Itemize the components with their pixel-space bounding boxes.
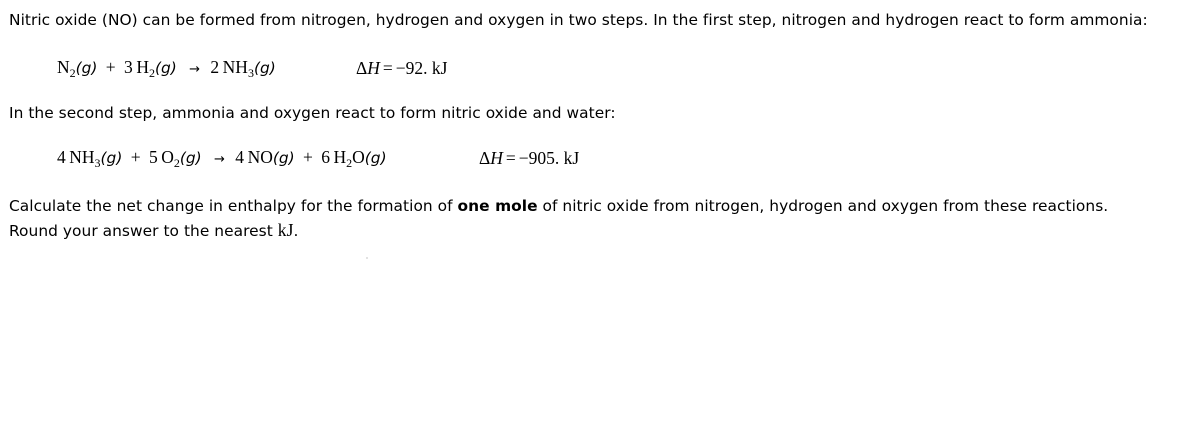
delta-symbol: Δ <box>356 58 368 78</box>
subscript: 2 <box>173 156 180 170</box>
species-label: NH <box>222 57 248 77</box>
enthalpy-variable: H <box>490 148 503 168</box>
phase-label: (g) <box>75 59 98 77</box>
question-end: . <box>293 222 299 240</box>
coefficient: 2 <box>210 57 220 77</box>
question-part-2: of nitric oxide from nitrogen, hydrogen and oxygen from these reactions. <box>537 197 1109 215</box>
phase-label: (g) <box>364 149 387 167</box>
coefficient: 5 <box>148 147 158 167</box>
product-nh3 <box>210 57 276 80</box>
reaction-arrow-icon: → <box>214 152 225 167</box>
phase-label: (g) <box>253 59 276 77</box>
phase-label: (g) <box>154 59 177 77</box>
middle-text: In the second step, ammonia and oxygen react to form nitric oxide and water: <box>9 104 616 122</box>
phase-label: (g) <box>272 149 295 167</box>
product-no <box>235 147 294 167</box>
species-label: N <box>57 57 70 77</box>
plus-sign: + <box>303 147 313 167</box>
question-unit: kJ <box>277 220 294 240</box>
reactant-o2 <box>148 147 202 170</box>
coefficient: 6 <box>321 147 330 167</box>
question-part-3: Round your answer to the nearest <box>9 222 278 240</box>
enthalpy-unit: kJ <box>431 58 448 78</box>
species-label: NH <box>69 147 95 167</box>
species-label: O <box>161 147 174 167</box>
subscript: 2 <box>148 66 155 80</box>
species-label: O <box>352 147 365 167</box>
coefficient: 3 <box>124 57 133 77</box>
phase-label: (g) <box>100 149 123 167</box>
subscript: 3 <box>247 66 254 80</box>
plus-sign: + <box>130 147 141 167</box>
reactant-n2 <box>57 57 98 80</box>
intro-text: Nitric oxide (NO) can be formed from nitrogen, hydrogen and oxygen in two steps. In the first step, nitrogen and hydrogen react to form ammonia: <box>9 11 1148 29</box>
product-h2o <box>321 147 387 170</box>
reaction-1-enthalpy <box>356 60 447 78</box>
reaction-arrow-icon: → <box>189 62 201 77</box>
reaction-2-equation <box>57 147 387 170</box>
reaction-1-equation <box>57 57 276 80</box>
species-label: H <box>333 147 347 167</box>
subscript: 2 <box>69 66 76 80</box>
delta-symbol: Δ <box>479 148 491 168</box>
species-label: NO <box>247 147 273 167</box>
subscript: 3 <box>94 156 101 170</box>
question-emphasis: one mole <box>457 197 538 215</box>
subscript: 2 <box>346 156 353 170</box>
reactant-nh3 <box>57 147 123 170</box>
enthalpy-variable: H <box>367 58 380 78</box>
question-part-1: Calculate the net change in enthalpy for the formation of <box>9 197 458 215</box>
reactant-h2 <box>124 57 177 80</box>
coefficient: 4 <box>235 147 245 167</box>
phase-label: (g) <box>179 149 202 167</box>
equals-sign: = <box>382 58 393 78</box>
stray-dot <box>366 257 368 259</box>
enthalpy-value: −92. <box>395 58 428 78</box>
enthalpy-value: −905. <box>518 148 560 168</box>
reaction-2-enthalpy <box>479 150 579 168</box>
question-text <box>9 194 1189 243</box>
species-label: H <box>136 57 149 77</box>
coefficient: 4 <box>57 147 66 167</box>
equals-sign: = <box>505 148 516 168</box>
enthalpy-unit: kJ <box>563 148 580 168</box>
plus-sign: + <box>105 57 116 77</box>
